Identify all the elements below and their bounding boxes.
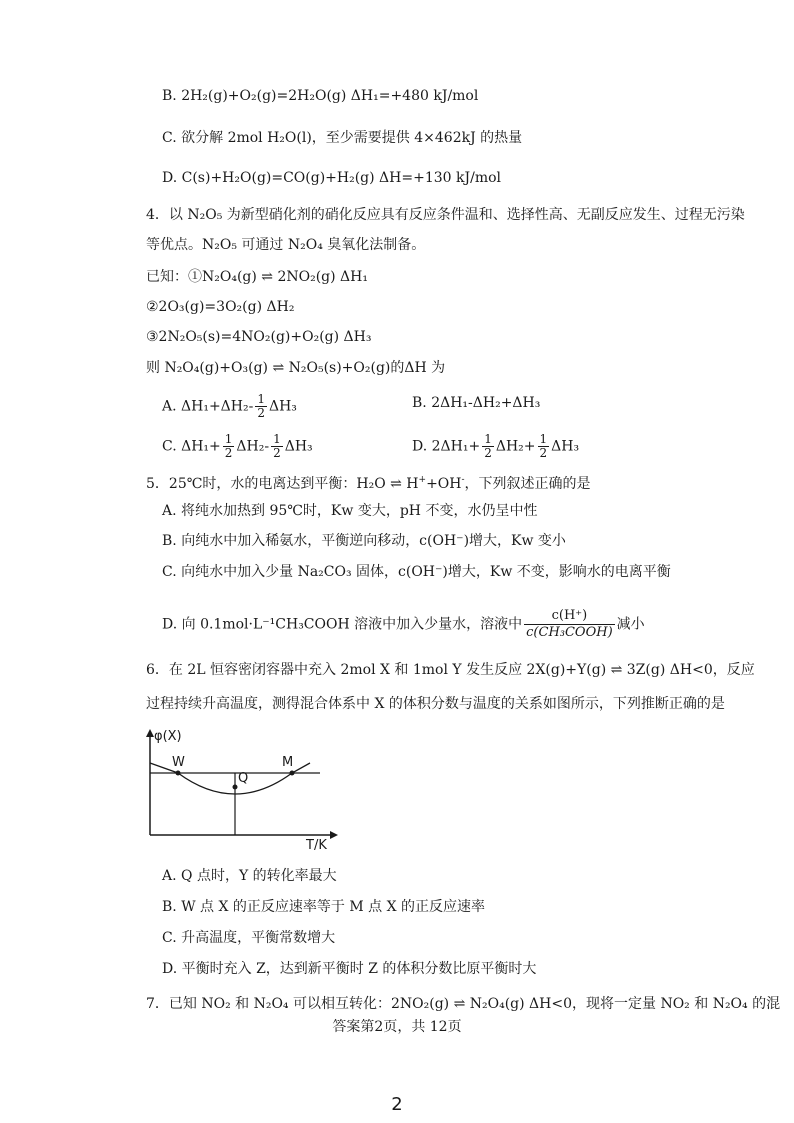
- half-fraction: [482, 433, 494, 460]
- q4-option-c-middle: ΔH₂-: [236, 438, 270, 455]
- q6-option-d: D. 平衡时充入 Z，达到新平衡时 Z 的体积分数比原平衡时大: [162, 961, 537, 977]
- q4-known-2: ②2O₃(g)=3O₂(g) ΔH₂: [146, 299, 295, 315]
- graph-label-q: Q: [238, 771, 249, 786]
- q3-option-c: C. 欲分解 2mol H₂O(l)，至少需要提供 4×462kJ 的热量: [162, 130, 523, 146]
- q5-stem-superscript-plus: +: [418, 475, 427, 485]
- q4-option-c-suffix: ΔH₃: [284, 438, 313, 455]
- q4-option-b: B. 2ΔH₁-ΔH₂+ΔH₃: [412, 395, 541, 411]
- fraction-numerator: 1: [539, 432, 548, 446]
- q5-option-d-suffix: 减小: [616, 616, 645, 633]
- answer-page-footer: 答案第2页，共 12页: [332, 1019, 462, 1035]
- q4-stem-line1: 4．以 N₂O₅ 为新型硝化剂的硝化反应具有反应条件温和、选择性高、无副反应发生、过程无污染: [146, 207, 745, 223]
- q5-stem-prefix: 5．25℃时，水的电离达到平衡：H₂O ⇌ H: [146, 476, 419, 492]
- fraction-denominator: 2: [224, 446, 233, 460]
- q5-option-d: [162, 608, 645, 641]
- q4-option-c-prefix: C. ΔH₁+: [162, 438, 221, 455]
- q3-option-b: B. 2H₂(g)+O₂(g)=2H₂O(g) ΔH₁=+480 kJ/mol: [162, 88, 479, 104]
- q4-option-a: [162, 393, 297, 420]
- q6-option-a: A. Q 点时，Y 的转化率最大: [162, 868, 337, 884]
- half-fraction: [271, 433, 283, 460]
- q5-fraction-numerator: c(H⁺): [524, 608, 615, 625]
- q5-option-c: C. 向纯水中加入少量 Na₂CO₃ 固体，c(OH⁻)增大，Kw 不变，影响水的电离平衡: [162, 564, 671, 580]
- point-w-marker: [176, 771, 181, 776]
- fraction-denominator: 2: [257, 406, 265, 420]
- q6-stem-line2: 过程持续升高温度，测得混合体系中 X 的体积分数与温度的关系如图所示，下列推断正确的是: [146, 696, 725, 712]
- fraction-denominator: 2: [539, 446, 548, 460]
- q4-question: 则 N₂O₄(g)+O₃(g) ⇌ N₂O₅(s)+O₂(g)的ΔH 为: [146, 360, 446, 376]
- graph-x-label: T/K: [306, 838, 327, 853]
- q7-stem: 7．已知 NO₂ 和 N₂O₄ 可以相互转化：2NO₂(g) ⇌ N₂O₄(g) ΔH<0，现将一定量 NO₂ 和 N₂O₄ 的混: [146, 996, 781, 1012]
- fraction-denominator: 2: [273, 446, 281, 460]
- point-q-marker: [233, 785, 238, 790]
- q5-stem: [146, 470, 591, 494]
- graph-label-w: W: [172, 755, 185, 770]
- x-axis-arrow: [330, 831, 338, 839]
- fraction-numerator: 1: [257, 392, 265, 406]
- half-fraction: [538, 433, 550, 460]
- q4-stem-line2: 等优点。N₂O₅ 可通过 N₂O₄ 臭氧化法制备。: [146, 237, 426, 253]
- q5-fraction: [524, 608, 615, 641]
- q4-option-c: [162, 433, 313, 460]
- q4-option-a-prefix: A. ΔH₁+ΔH₂-: [162, 398, 254, 415]
- point-m-marker: [290, 771, 295, 776]
- q4-known-1: 已知：①N₂O₄(g) ⇌ 2NO₂(g) ΔH₁: [146, 269, 368, 285]
- fraction-numerator: 1: [484, 432, 492, 446]
- q4-known-3: ③2N₂O₅(s)=4NO₂(g)+O₂(g) ΔH₃: [146, 329, 372, 345]
- q6-option-c: C. 升高温度，平衡常数增大: [162, 930, 336, 946]
- q4-option-a-suffix: ΔH₃: [268, 398, 297, 415]
- fraction-denominator: 2: [484, 446, 492, 460]
- fraction-numerator: 1: [224, 432, 233, 446]
- graph-label-m: M: [282, 755, 294, 770]
- q4-option-d: [412, 433, 579, 460]
- q5-fraction-denominator: c(CH₃COOH): [526, 625, 613, 640]
- q6-option-b: B. W 点 X 的正反应速率等于 M 点 X 的正反应速率: [162, 899, 485, 915]
- q4-option-d-prefix: D. 2ΔH₁+: [412, 438, 481, 455]
- half-fraction: [223, 433, 235, 460]
- q5-option-a: A. 将纯水加热到 95℃时，Kw 变大，pH 不变，水仍呈中性: [162, 503, 538, 519]
- fraction-numerator: 1: [273, 432, 281, 446]
- q5-option-b: B. 向纯水中加入稀氨水，平衡逆向移动，c(OH⁻)增大，Kw 变小: [162, 533, 566, 549]
- q5-stem-middle: +OH: [426, 476, 462, 492]
- half-fraction: [255, 393, 267, 420]
- q6-graph: [130, 725, 350, 855]
- q4-option-d-suffix: ΔH₃: [551, 438, 580, 455]
- q4-option-d-middle: ΔH₂+: [495, 438, 536, 455]
- y-axis-arrow: [146, 729, 154, 737]
- q5-option-d-prefix: D. 向 0.1mol·L⁻¹CH₃COOH 溶液中加入少量水，溶液中: [162, 616, 523, 633]
- page-number: 2: [391, 1094, 403, 1115]
- graph-y-label: φ(X): [154, 729, 182, 744]
- q5-stem-superscript-minus: -: [461, 475, 465, 485]
- q5-stem-suffix: ，下列叙述正确的是: [464, 476, 591, 492]
- q6-stem-line1: 6．在 2L 恒容密闭容器中充入 2mol X 和 1mol Y 发生反应 2X(g)+Y(g) ⇌ 3Z(g) ΔH<0，反应: [146, 662, 755, 678]
- q3-option-d: D. C(s)+H₂O(g)=CO(g)+H₂(g) ΔH=+130 kJ/mol: [162, 170, 502, 186]
